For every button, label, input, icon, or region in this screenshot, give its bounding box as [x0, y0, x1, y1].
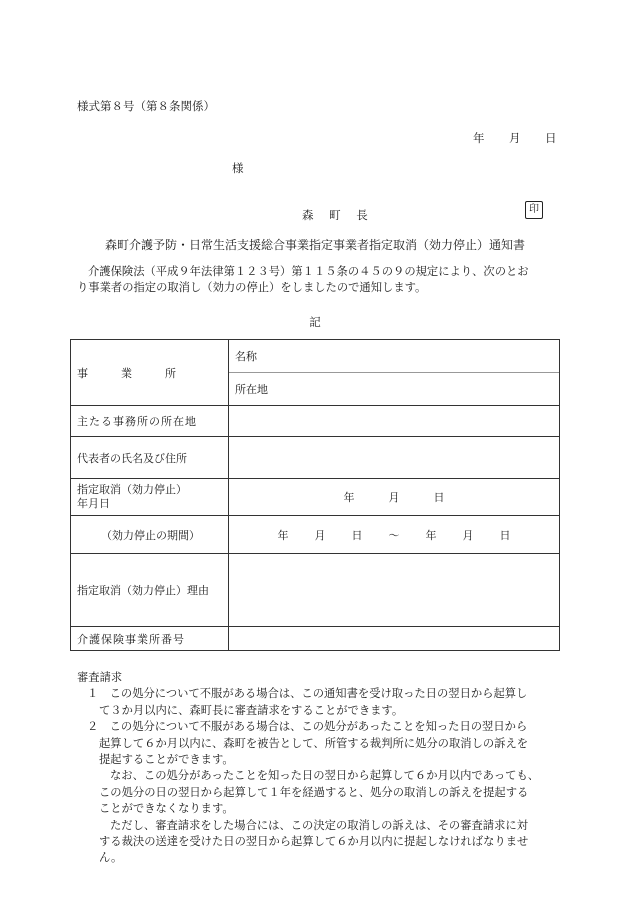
representative-value [229, 437, 560, 479]
revocation-date-value [229, 479, 560, 516]
review-item-1-line-2: て３か月以内に、森町長に審査請求をすることができます。 [99, 703, 404, 717]
main-office-label-text: 主たる事務所の所在地 [77, 415, 197, 428]
reason-label-text: 指定取消（効力停止）理由 [77, 584, 209, 597]
review-item-2-line-3: 提起することができます。 [99, 753, 234, 767]
suspension-period-value [229, 516, 560, 554]
office-number-label-text: 介護保険事業所番号 [77, 632, 185, 646]
issue-date-month: 月 [509, 131, 521, 145]
office-label-text: 事 業 所 [77, 366, 176, 380]
review-item-2-line-1: ２ この処分について不服がある場合は、この処分があったことを知った日の翌日から [87, 720, 528, 734]
addressee-suffix: 様 [232, 161, 244, 175]
suspension-period-label [71, 516, 229, 554]
review-note-2-line-1: ただし、審査請求をした場合には、この決定の取消しの訴えは、その審査請求に対 [110, 818, 528, 832]
issuer-name: 森 町 長 [302, 208, 374, 222]
office-number-value [229, 627, 560, 651]
review-section [77, 670, 562, 867]
representative-label [71, 437, 229, 479]
office-address-cell [229, 373, 559, 405]
issue-date-year: 年 [473, 131, 485, 145]
issue-date-day: 日 [545, 131, 557, 145]
period-end-day: 日 [499, 528, 511, 542]
reason-label [71, 554, 229, 627]
revocation-date-label-1: 指定取消（効力停止） [77, 483, 187, 496]
document-title: 森町介護予防・日常生活支援総合事業指定事業者指定取消（効力停止）通知書 [104, 238, 525, 252]
office-detail-cell [229, 340, 560, 406]
period-start-day: 日 [351, 528, 363, 542]
seal-mark: 印 [525, 201, 543, 219]
period-start-year: 年 [277, 528, 289, 542]
suspension-period-label-text: （効力停止の期間） [101, 528, 200, 542]
intro-text [77, 264, 559, 296]
office-number-label [71, 627, 229, 651]
notice-table [70, 339, 560, 651]
period-end-month: 月 [462, 528, 474, 542]
period-start-month: 月 [314, 528, 326, 542]
review-note-1-line-3: ことができなくなります。 [99, 802, 234, 816]
review-note-1-line-2: この処分の日の翌日から起算して１年を経過すると、処分の取消しの訴えを提起する [99, 785, 529, 799]
review-note-2-line-2: する裁決の送達を受けた日の翌日から起算して６か月以内に提起しなければなりませ [99, 835, 529, 849]
intro-line-1: 介護保険法（平成９年法律第１２３号）第１１５条の４５の９の規定により、次のとお [88, 265, 529, 278]
main-office-value [229, 406, 560, 437]
review-note-2-line-3: ん。 [99, 851, 123, 865]
main-office-label [71, 406, 229, 437]
revocation-year: 年 [343, 491, 355, 504]
office-name-cell [229, 340, 559, 373]
form-number: 様式第８号（第８条関係） [77, 99, 215, 113]
reason-value [229, 554, 560, 627]
revocation-date-label [71, 479, 229, 516]
revocation-date-label-2: 年月日 [77, 497, 110, 510]
office-label [71, 340, 229, 406]
office-name-label: 名称 [235, 350, 257, 363]
review-note-1-line-1: なお、この処分があったことを知った日の翌日から起算して６か月以内であっても、 [110, 769, 540, 783]
intro-line-2: り事業者の指定の取消し（効力の停止）をしましたので通知します。 [77, 281, 427, 294]
review-item-2-line-2: 起算して６か月以内に、森町を被告として、所管する裁判所に処分の取消しの訴えを [99, 736, 529, 750]
period-tilde: ～ [388, 528, 400, 542]
review-heading: 審査請求 [77, 671, 123, 684]
review-item-1-line-1: １ この処分について不服がある場合は、この通知書を受け取った日の翌日から起算し [87, 687, 528, 701]
ki-heading: 記 [309, 315, 321, 329]
revocation-day: 日 [433, 491, 445, 504]
representative-label-text: 代表者の氏名及び住所 [77, 451, 187, 465]
period-end-year: 年 [425, 528, 437, 542]
revocation-month: 月 [388, 491, 400, 504]
office-address-label: 所在地 [235, 383, 268, 396]
